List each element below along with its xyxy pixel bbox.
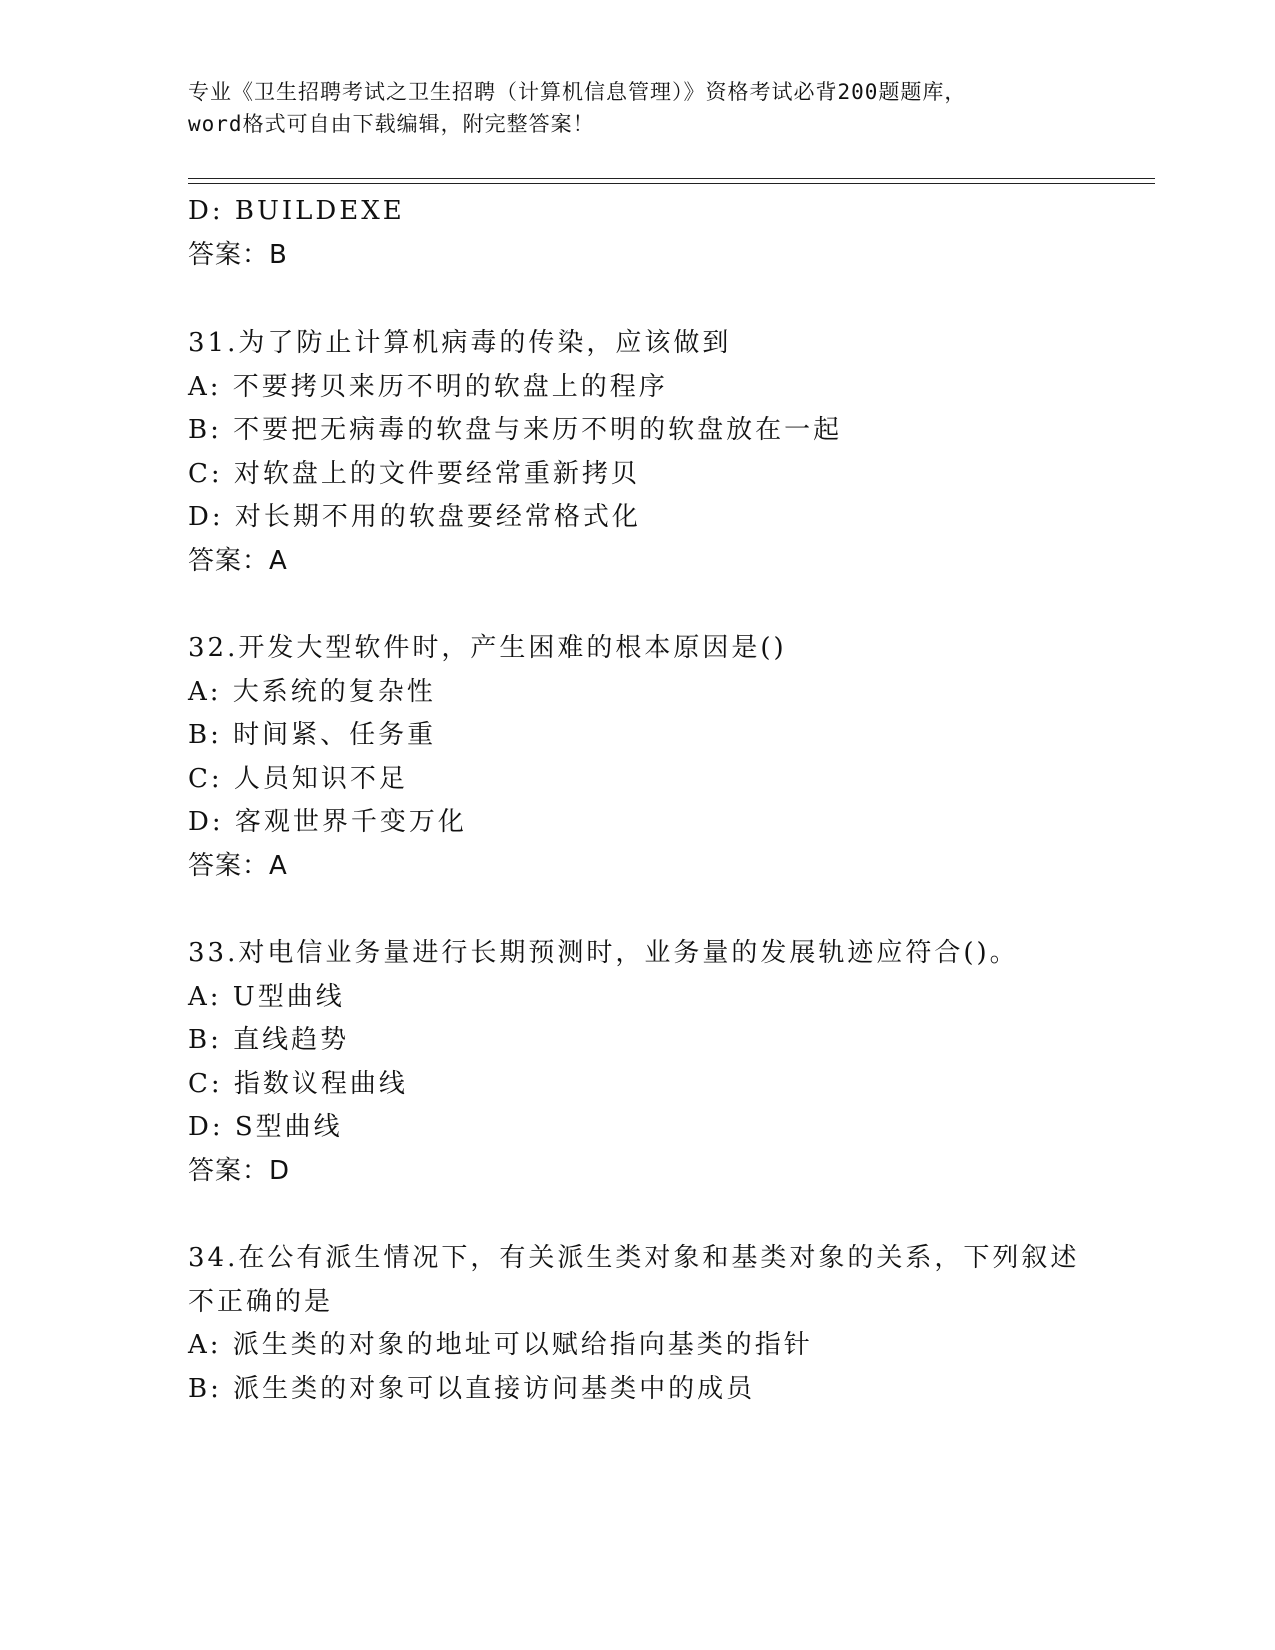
q34-question-line-1: 34.在公有派生情况下，有关派生类对象和基类对象的关系，下列叙述 <box>188 1243 1080 1273</box>
q34-option-a: A: 派生类的对象的地址可以赋给指向基类的指针 <box>188 1330 813 1360</box>
q32-option-b: B: 时间紧、任务重 <box>188 720 437 750</box>
q30-answer: 答案：B <box>188 240 288 270</box>
q33-question: 33.对电信业务量进行长期预测时，业务量的发展轨迹应符合()。 <box>188 938 1019 968</box>
q33-option-d: D: S型曲线 <box>188 1112 343 1142</box>
q32-answer: 答案：A <box>188 851 288 881</box>
q32-option-d: D: 客观世界千变万化 <box>188 807 467 837</box>
q34-question-line-2: 不正确的是 <box>188 1287 334 1317</box>
q31-option-a: A: 不要拷贝来历不明的软盘上的程序 <box>188 372 668 402</box>
q33-answer: 答案：D <box>188 1156 291 1186</box>
header-divider-bottom <box>188 183 1155 184</box>
q31-option-d: D: 对长期不用的软盘要经常格式化 <box>188 502 641 532</box>
q31-answer: 答案：A <box>188 546 288 576</box>
q32-question: 32.开发大型软件时，产生困难的根本原因是() <box>188 633 787 663</box>
q31-option-c: C: 对软盘上的文件要经常重新拷贝 <box>188 459 640 489</box>
q30-option-d: D: BUILDEXE <box>188 196 405 226</box>
header-line-1: 专业《卫生招聘考试之卫生招聘（计算机信息管理）》资格考试必背200题题库， <box>188 80 967 104</box>
document-header <box>188 76 1088 140</box>
q33-option-a: A: U型曲线 <box>188 982 345 1012</box>
q33-option-c: C: 指数议程曲线 <box>188 1069 408 1099</box>
q34-option-b: B: 派生类的对象可以直接访问基类中的成员 <box>188 1374 756 1404</box>
header-divider-top <box>188 178 1155 179</box>
q31-option-b: B: 不要把无病毒的软盘与来历不明的软盘放在一起 <box>188 415 843 445</box>
q32-option-a: A: 大系统的复杂性 <box>188 677 436 707</box>
q33-option-b: B: 直线趋势 <box>188 1025 350 1055</box>
q31-question: 31.为了防止计算机病毒的传染，应该做到 <box>188 328 732 358</box>
q32-option-c: C: 人员知识不足 <box>188 764 408 794</box>
header-line-2: word格式可自由下载编辑，附完整答案！ <box>188 112 595 136</box>
